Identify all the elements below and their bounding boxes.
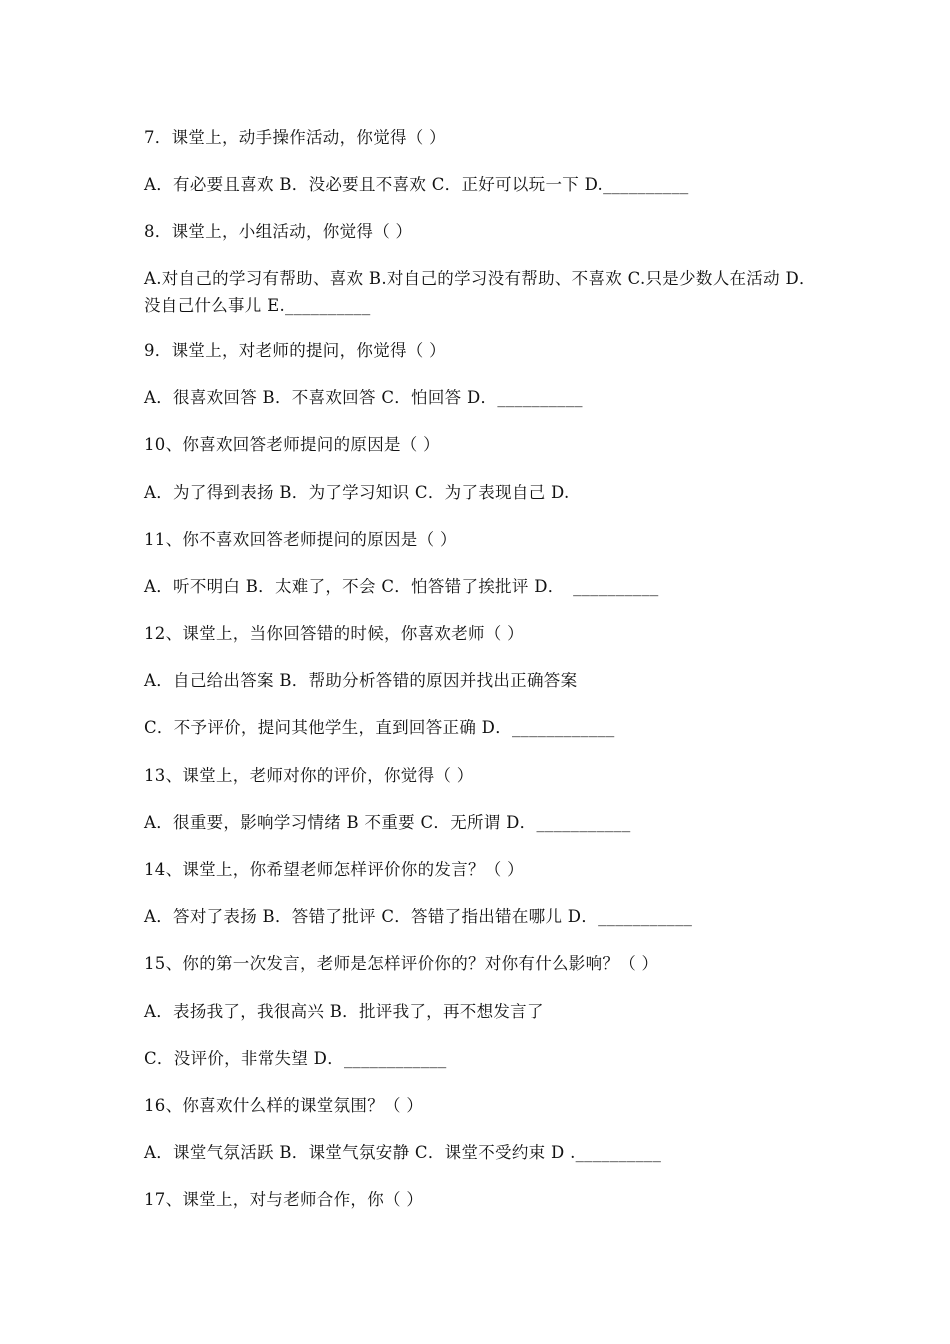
question-15-options-c-d: C．没评价，非常失望 D．____________	[144, 1049, 447, 1068]
question-17: 17、课堂上，对与老师合作，你（ ）	[144, 1190, 424, 1209]
question-8-options: A.对自己的学习有帮助、喜欢 B.对自己的学习没有帮助、不喜欢 C.只是少数人在活动 D．没自己什么事儿 E.__________	[144, 269, 816, 315]
question-7-options: A．有必要且喜欢 B．没必要且不喜欢 C．正好可以玩一下 D.__________	[144, 175, 689, 194]
question-11: 11、你不喜欢回答老师提问的原因是（ ）	[144, 530, 457, 549]
question-14-options: A．答对了表扬 B．答错了批评 C．答错了指出错在哪儿 D．___________	[144, 907, 693, 926]
question-11-options: A．听不明白 B．太难了，不会 C．怕答错了挨批评 D． __________	[144, 577, 659, 596]
question-10: 10、你喜欢回答老师提问的原因是（ ）	[144, 435, 440, 454]
question-14: 14、课堂上，你希望老师怎样评价你的发言？（ ）	[144, 860, 524, 879]
question-13-options: A．很重要，影响学习情绪 B 不重要 C．无所谓 D．___________	[144, 813, 631, 832]
question-9: 9．课堂上，对老师的提问，你觉得（ ）	[144, 341, 446, 360]
question-9-options: A．很喜欢回答 B．不喜欢回答 C．怕回答 D．__________	[144, 388, 583, 407]
question-15: 15、你的第一次发言，老师是怎样评价你的？对你有什么影响？（ ）	[144, 954, 659, 973]
question-16: 16、你喜欢什么样的课堂氛围？（ ）	[144, 1096, 424, 1115]
question-7: 7．课堂上，动手操作活动，你觉得（ ）	[144, 128, 446, 147]
question-12-options-a-b: A．自己给出答案 B．帮助分析答错的原因并找出正确答案	[144, 671, 578, 690]
question-16-options: A．课堂气氛活跃 B．课堂气氛安静 C．课堂不受约束 D .__________	[144, 1143, 662, 1162]
question-15-options-a-b: A．表扬我了，我很高兴 B．批评我了，再不想发言了	[144, 1002, 544, 1021]
question-8: 8．课堂上，小组活动，你觉得（ ）	[144, 222, 413, 241]
question-12: 12、课堂上，当你回答错的时候，你喜欢老师（ ）	[144, 624, 524, 643]
question-13: 13、课堂上，老师对你的评价，你觉得（ ）	[144, 766, 474, 785]
question-12-options-c-d: C．不予评价，提问其他学生，直到回答正确 D．____________	[144, 718, 615, 737]
question-10-options: A．为了得到表扬 B．为了学习知识 C．为了表现自己 D.	[144, 483, 570, 502]
